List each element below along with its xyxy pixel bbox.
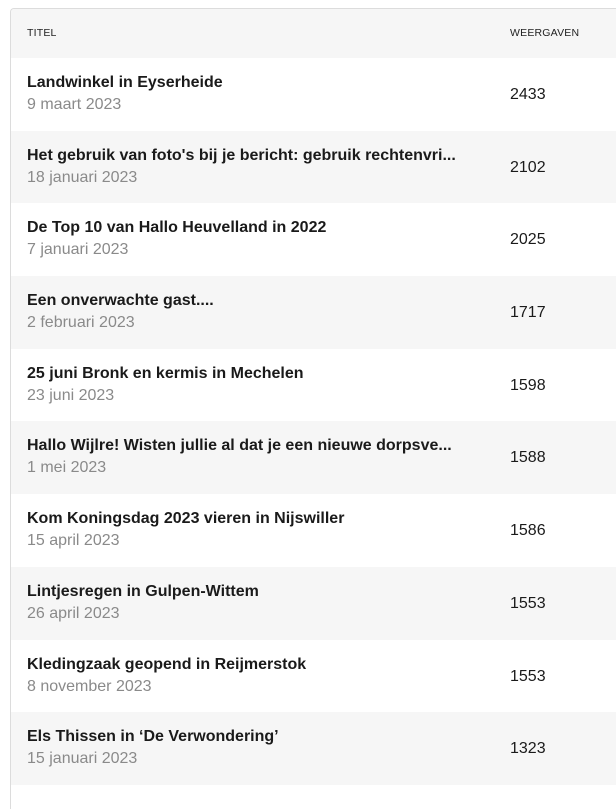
post-title[interactable]: Landwinkel in Eyserheide [27,74,223,91]
post-date: 23 juni 2023 [27,386,115,404]
post-title[interactable]: Hallo Wijlre! Wisten jullie al dat je een nieuwe dorpsve... [27,437,452,455]
post-views: 1598 [510,376,546,394]
table-row[interactable] [11,421,616,494]
post-title[interactable]: Lintjesregen in Gulpen-Wittem [27,582,259,600]
post-date: 9 maart 2023 [27,96,122,113]
table-row[interactable] [11,712,616,785]
post-title[interactable]: Kom Koningsdag 2023 vieren in Nijswiller [27,510,345,528]
table-row[interactable] [11,640,616,713]
post-views: 1553 [510,667,546,685]
post-date: 26 april 2023 [27,604,120,622]
post-title[interactable]: Kledingzaak geopend in Reijmerstok [27,655,307,673]
table-row[interactable] [11,349,616,422]
post-date: 18 januari 2023 [27,168,138,186]
post-title[interactable]: 25 juni Bronk en kermis in Mechelen [27,364,304,382]
post-date: 15 april 2023 [27,532,120,550]
post-date: 7 januari 2023 [27,241,129,259]
post-date: 15 januari 2023 [27,750,138,768]
post-title[interactable]: Een onverwachte gast.... [27,292,214,310]
post-views: 2025 [510,231,546,249]
table-row[interactable] [11,131,616,204]
post-views: 2433 [510,86,546,103]
table-row-empty [11,785,616,809]
post-views: 1586 [510,522,546,540]
table-row[interactable] [11,203,616,276]
column-header-views[interactable]: WEERGAVEN [510,27,580,39]
post-views: 1588 [510,449,546,467]
post-date: 2 februari 2023 [27,314,135,332]
post-views: 1553 [510,594,546,612]
table-row[interactable] [11,58,616,131]
post-title[interactable]: Het gebruik van foto's bij je bericht: gebruik rechtenvri... [27,146,456,164]
table-row[interactable] [11,494,616,567]
post-title[interactable]: De Top 10 van Hallo Heuvelland in 2022 [27,219,327,237]
posts-table [10,8,616,809]
table-header [11,9,616,58]
column-header-title[interactable]: TITEL [27,27,57,39]
post-title[interactable]: Els Thissen in ‘De Verwondering’ [27,728,279,746]
post-date: 8 november 2023 [27,677,152,695]
post-date: 1 mei 2023 [27,459,107,477]
table-body [11,58,616,809]
post-views: 2102 [510,158,546,176]
post-views: 1717 [510,304,546,322]
table-row[interactable] [11,567,616,640]
post-views: 1323 [510,740,546,758]
table-row[interactable] [11,276,616,349]
